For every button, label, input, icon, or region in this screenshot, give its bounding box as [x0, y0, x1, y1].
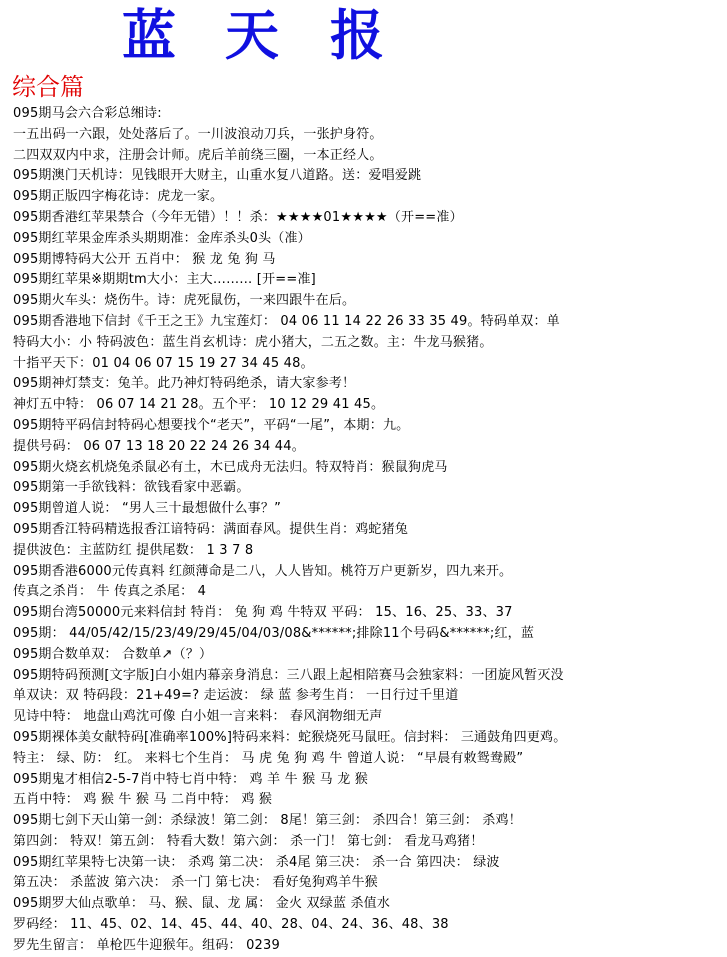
- text-line: 095期裸体美女献特码[准确率100%]特码来料：蛇猴烧死马鼠旺。信封料： 三通鼓角四更鸡。: [13, 729, 567, 745]
- text-line: 095期红苹果特七决第一诀： 杀鸡 第二决： 杀4尾 第三决： 杀一合 第四决： 绿波: [13, 854, 500, 870]
- text-line: 见诗中特： 地盘山鸡沈可像 白小姐一言来料： 春风润物细无声: [13, 709, 383, 725]
- text-line: 特主： 绿、防： 红。 来料七个生肖： 马 虎 兔 狗 鸡 牛 曾道人说： “早晨有敕鸳鸯殿”: [13, 750, 524, 766]
- text-line: 095期香江特码精选报香江谙特码：满面春风。提供生肖：鸡蛇猪兔: [13, 521, 409, 537]
- masthead-char-1: 蓝: [122, 3, 176, 67]
- text-line: 十指平天下：01 04 06 07 15 19 27 34 45 48。: [13, 355, 314, 371]
- text-line: 095期合数单双： 合数单↗（？）: [13, 646, 213, 662]
- text-line: 五肖中特： 鸡 猴 牛 猴 马 二肖中特： 鸡 猴: [13, 792, 273, 808]
- text-line: 二四双双内中求，注册会计师。虎后羊前绕三圈，一本正经人。: [13, 147, 383, 163]
- section-title: 综合篇: [12, 73, 84, 101]
- text-line: 095期鬼才相信2-5-7肖中特七肖中特： 鸡 羊 牛 猴 马 龙 猴: [13, 771, 368, 787]
- text-line: 095期博特码大公开 五肖中： 猴 龙 兔 狗 马: [13, 251, 276, 267]
- text-line: 095期香港地下信封《千王之王》九宝莲灯： 04 06 11 14 22 26 33 35 49。特码单双：单: [13, 313, 560, 329]
- text-line: 第五决： 杀蓝波 第六决： 杀一门 第七决： 看好兔狗鸡羊牛猴: [13, 875, 378, 891]
- text-line: 095期正版四字梅花诗：虎龙一家。: [13, 189, 224, 205]
- text-line: 095期马会六合彩总缃诗:: [13, 106, 162, 121]
- text-line: 095期特码预测[文字版]白小姐内幕亲身消息：三八跟上起相陪赛马会独家料：一团旋风暂灭没: [13, 667, 564, 683]
- text-line: 罗先生留言： 单枪匹牛迎猴年。组码： 0239: [13, 937, 280, 953]
- text-body: [13, 104, 723, 957]
- text-line: 095期曾道人说： “男人三十最想做什么事？”: [13, 501, 282, 517]
- text-line: 第四剑： 特双！第五剑： 特看大数！第六剑： 杀一门！ 第七剑： 看龙马鸡猪！: [13, 833, 484, 849]
- text-line: 提供波色：主蓝防红 提供尾数： 1 3 7 8: [13, 542, 254, 558]
- text-line: 神灯五中特： 06 07 14 21 28。五个平： 10 12 29 41 45。: [13, 397, 385, 413]
- text-line: 095期神灯禁支：兔羊。此乃神灯特码绝杀，请大家参考！: [13, 376, 356, 392]
- text-line: 特码大小：小 特码波色：蓝生肖玄机诗：虎小猪大，二五之数。主：牛龙马猴猪。: [13, 334, 493, 350]
- text-line: 095期台湾50000元来料信封 特肖： 兔 狗 鸡 牛特双 平码： 15、16、25、33、37: [13, 605, 513, 621]
- text-line: 095期红苹果※期期tm大小：主大……… [开==准]: [13, 272, 316, 288]
- text-line: 罗码经： 11、45、02、14、45、44、40、28、04、24、36、48、38: [13, 917, 449, 933]
- text-line: 095期香港红苹果禁合（今年无错）！！杀：★★★★01★★★★（开==准）: [13, 209, 463, 225]
- text-line: 提供号码： 06 07 13 18 20 22 24 26 34 44。: [13, 438, 305, 454]
- text-line: 095期火车头：烧伤牛。诗：虎死鼠伤，一来四跟牛在后。: [13, 293, 356, 309]
- text-line: 095期澳门天机诗：见钱眼开大财主，山重水复八道路。送：爱唱爱跳: [13, 168, 422, 184]
- text-line: 一五出码一六跟，处处落后了。一川波浪动刀兵，一张护身符。: [13, 126, 383, 142]
- text-line: 095期七剑下天山第一剑：杀绿波！第二剑： 8尾！第三剑： 杀四合！第三剑： 杀鸡！: [13, 813, 522, 829]
- masthead: [0, 0, 727, 72]
- masthead-char-3: 报: [330, 3, 384, 67]
- text-line: 095期： 44/05/42/15/23/49/29/45/04/03/08&******;排除11个号码&******;红，蓝: [13, 625, 535, 641]
- text-line: 095期红苹果金库杀头期期准：金库杀头0头（准）: [13, 230, 311, 246]
- text-line: 095期罗大仙点歌单： 马、猴、鼠、龙 属： 金火 双绿蓝 杀值水: [13, 896, 391, 912]
- text-line: 095期香港6000元传真料 红颜薄命是二八，人人皆知。桃符万户更新岁，四九来开。: [13, 563, 513, 579]
- text-line: 095期火烧玄机烧兔杀鼠必有土，木已成舟无法归。特双特肖：猴鼠狗虎马: [13, 459, 448, 475]
- masthead-char-2: 天: [225, 3, 279, 67]
- text-line: 单双诀：双 特码段：21+49=? 走运波： 绿 蓝 参考生肖： 一日行过千里道: [13, 688, 459, 704]
- text-line: 传真之杀肖： 牛 传真之杀尾： 4: [13, 584, 207, 600]
- text-line: 095期第一手欲钱料：欲钱看家中恶霸。: [13, 480, 250, 496]
- text-line: 095期特平码信封特码心想要找个“老天”，平码“一尾”，本期：九。: [13, 417, 410, 433]
